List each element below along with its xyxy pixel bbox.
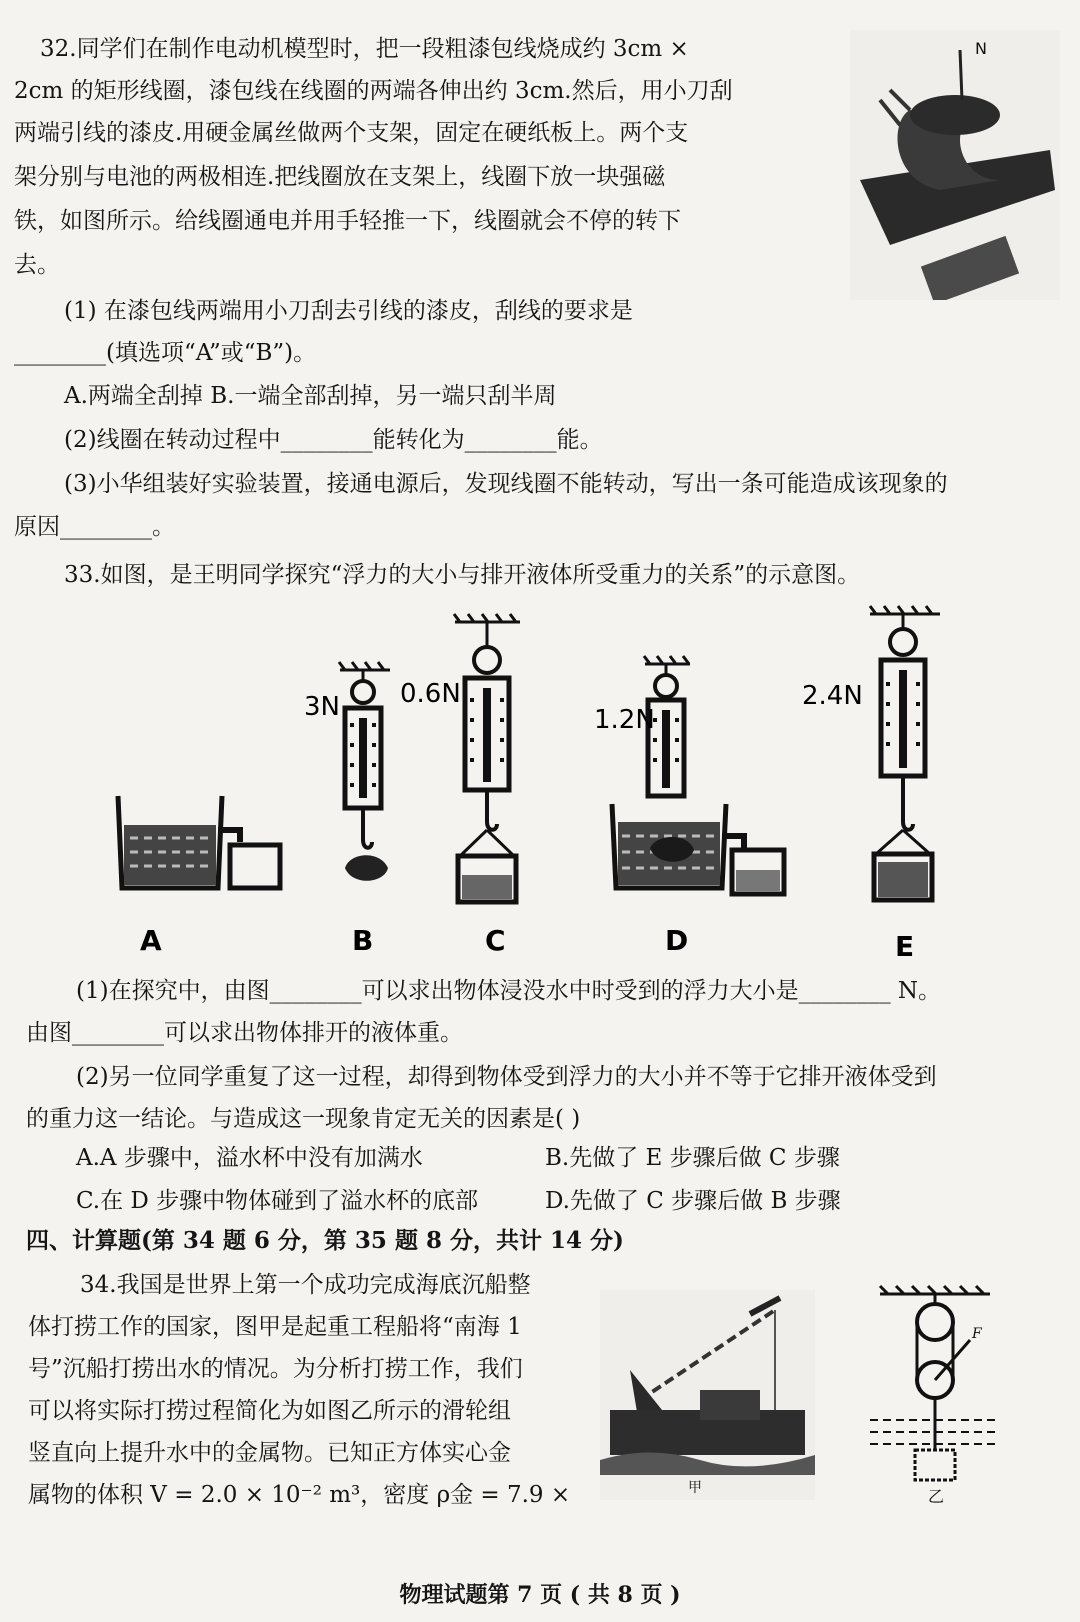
q33-sub1-line-2: 由图________可以求出物体排开的液体重。	[26, 1020, 463, 1046]
figure-b-spring-scale	[339, 662, 390, 881]
section-4-heading: 四、计算题(第 34 题 6 分，第 35 题 8 分，共计 14 分)	[26, 1227, 624, 1254]
figure-e-label: E	[895, 930, 915, 963]
q32-sub3-line-2: 原因________。	[14, 514, 175, 540]
figure-yi-label: 乙	[928, 1487, 945, 1506]
q34-line-3: 号”沉船打捞出水的情况。为分析打捞工作，我们	[28, 1356, 523, 1382]
q34-line-5: 竖直向上提升水中的金属物。已知正方体实心金	[28, 1440, 511, 1466]
q32-line-1: 32.同学们在制作电动机模型时，把一段粗漆包线烧成约 3cm ×	[40, 36, 689, 62]
buoyancy-diagram	[100, 600, 960, 980]
figure-b-reading: 3N	[304, 692, 340, 722]
q34-line-2: 体打捞工作的国家，图甲是起重工程船将“南海 1	[28, 1314, 522, 1340]
q32-line-3: 两端引线的漆皮.用硬金属丝做两个支架，固定在硬纸板上。两个支	[14, 120, 689, 146]
figure-d-spring-scale	[612, 656, 784, 894]
q34-line-4: 可以将实际打捞过程简化为如图乙所示的滑轮组	[28, 1398, 511, 1424]
buoyancy-figure	[100, 600, 960, 980]
figure-e-spring-scale	[870, 606, 940, 900]
motor-model-figure	[850, 30, 1060, 300]
figure-c-reading: 0.6N	[400, 679, 461, 709]
q32-line-5: 铁，如图所示。给线圈通电并用手轻推一下，线圈就会不停的转下	[14, 208, 681, 234]
figure-e-reading: 2.4N	[802, 681, 863, 711]
q33-sub2-line-1: (2)另一位同学重复了这一过程，却得到物体受到浮力的大小并不等于它排开液体受到	[76, 1064, 937, 1090]
q34-line-1: 34.我国是世界上第一个成功完成海底沉船整	[80, 1272, 531, 1298]
q32-sub1-line-1: (1) 在漆包线两端用小刀刮去引线的漆皮，刮线的要求是	[64, 298, 633, 324]
q33-option-b: B.先做了 E 步骤后做 C 步骤	[545, 1145, 840, 1171]
q33-option-d: D.先做了 C 步骤后做 B 步骤	[545, 1188, 841, 1214]
crane-ship-figure	[600, 1290, 815, 1500]
q32-sub2: (2)线圈在转动过程中________能转化为________能。	[64, 427, 603, 453]
pulley-force-label: F	[972, 1326, 982, 1342]
figure-a-overflow-cup	[118, 796, 280, 888]
figure-d-reading: 1.2N	[594, 705, 655, 735]
q32-line-4: 架分别与电池的两极相连.把线圈放在支架上，线圈下放一块强磁	[14, 164, 666, 190]
q32-sub3-line-1: (3)小华组装好实验装置，接通电源后，发现线圈不能转动，写出一条可能造成该现象的	[64, 471, 948, 497]
q32-line-6: 去。	[14, 252, 60, 278]
figure-c-spring-scale	[454, 614, 520, 902]
q33-option-a: A.A 步骤中，溢水杯中没有加满水	[76, 1145, 423, 1171]
magnet-north-label: N	[975, 39, 987, 58]
figure-a-label: A	[140, 924, 162, 957]
page-footer: 物理试题第 7 页 ( 共 8 页 )	[399, 1582, 681, 1608]
q33-sub2-line-2: 的重力这一结论。与造成这一现象肯定无关的因素是( )	[26, 1106, 581, 1132]
q32-sub1-options: A.两端全刮掉 B.一端全部刮掉，另一端只刮半周	[64, 383, 557, 409]
figure-jia-label: 甲	[688, 1480, 702, 1496]
q32-line-2: 2cm 的矩形线圈，漆包线在线圈的两端各伸出约 3cm.然后，用小刀刮	[14, 78, 733, 104]
q33-stem: 33.如图，是王明同学探究“浮力的大小与排开液体所受重力的关系”的示意图。	[64, 562, 861, 588]
q32-sub1-line-2: ________(填选项“A”或“B”)。	[14, 340, 317, 366]
q34-line-6: 属物的体积 V = 2.0 × 10⁻² m³，密度 ρ金 = 7.9 ×	[28, 1482, 571, 1508]
figure-b-label: B	[352, 924, 374, 957]
q33-sub1-line-1: (1)在探究中，由图________可以求出物体浸没水中时受到的浮力大小是________ N。	[76, 978, 942, 1004]
pulley-figure	[860, 1280, 1010, 1510]
figure-c-label: C	[485, 924, 506, 957]
q33-option-c: C.在 D 步骤中物体碰到了溢水杯的底部	[76, 1188, 479, 1214]
figure-d-label: D	[665, 924, 689, 957]
